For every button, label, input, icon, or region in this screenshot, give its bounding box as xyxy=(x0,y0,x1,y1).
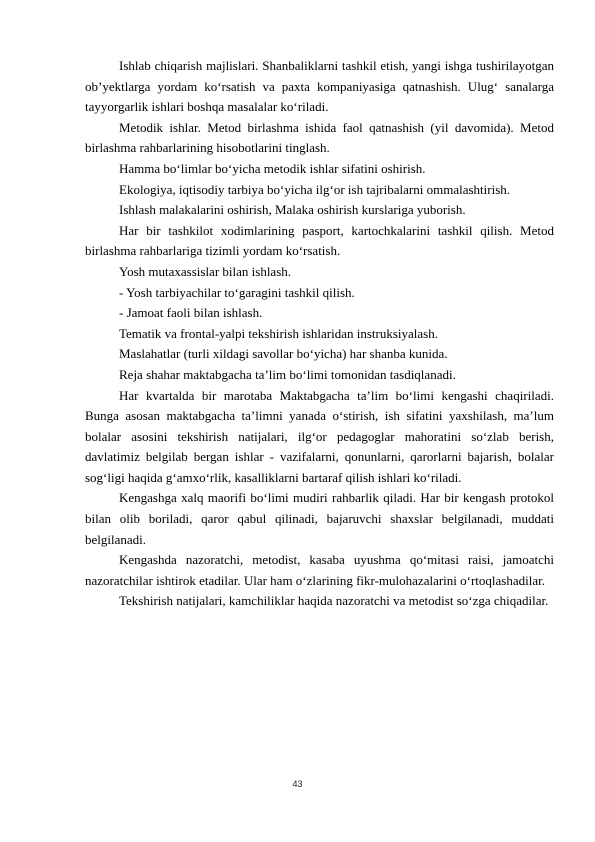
paragraph-public-activists: - Jamoat faoli bilan ishlash. xyxy=(119,305,263,321)
paragraph-production-meetings: Ishlab chiqarish majlislari. Shanbaliklarni tashkil etish, yangi ishga tushirilayotgan ob’yektlarga yordam ko‘rsatish va paxta kompaniyasiga qatnashish. Ulug‘ sanalarga tayyorgarlik ishlari boshqa masalalar ko‘riladi. xyxy=(85,58,554,115)
paragraph-young-educators-circle: - Yosh tarbiyachilar to‘garagini tashkil qilish. xyxy=(119,284,355,300)
paragraph-plan-approval: Reja shahar maktabgacha ta’lim bo‘limi tomonidan tasdiqlanadi. xyxy=(119,366,456,382)
paragraph-staff-passport: Har bir tashkilot xodimlarining pasport, kartochkalarini tashkil qilish. Metod birlashma rahbarlariga tizimli yordam ko‘rsatish. xyxy=(85,222,554,259)
paragraph-quarterly-council: Har kvartalda bir marotaba Maktabgacha ta’lim bo‘limi kengashi chaqiriladi. Bunga asosan maktabgacha ta’limni yanada o‘stirish, ish sifatini yaxshilash, ma’lum bolalar asosini tekshirish natijalari, ilg‘or pedagoglar mahoratini so‘zlab berish, davlatimiz belgilab bergan ishlar - vazifalarni, qonunlarni, qarorlarni bajarish, bolalar sog‘ligi haqida g‘amxo‘rlik, kasalliklarni bartaraf qilish ishlari ko‘riladi. xyxy=(85,387,554,485)
paragraph-methodical-work: Metodik ishlar. Metod birlashma ishida faol qatnashish (yil davomida). Metod birlashma rahbarlarining hisobotlarini tinglash. xyxy=(85,119,554,156)
paragraph-inspection-results: Tekshirish natijalari, kamchiliklar haqida nazoratchi va metodist so‘zga chiqadilar. xyxy=(119,593,549,609)
paragraph-methodical-quality: Hamma bo‘limlar bo‘yicha metodik ishlar sifatini oshirish. xyxy=(119,160,426,176)
paragraph-consultations: Maslahatlar (turli xildagi savollar bo‘yicha) har shanba kunida. xyxy=(119,346,448,362)
document-body xyxy=(85,56,554,612)
paragraph-thematic-inspection: Tematik va frontal-yalpi tekshirish ishlaridan instruksiyalash. xyxy=(119,325,438,341)
paragraph-qualification: Ishlash malakalarini oshirish, Malaka oshirish kurslariga yuborish. xyxy=(119,202,466,218)
paragraph-ecology: Ekologiya, iqtisodiy tarbiya bo‘yicha ilg‘or ish tajribalarni ommalashtirish. xyxy=(119,181,511,197)
page-number: 43 xyxy=(292,779,303,789)
paragraph-young-specialists: Yosh mutaxassislar bilan ishlash. xyxy=(119,263,292,279)
paragraph-council-leadership: Kengashga xalq maorifi bo‘limi mudiri rahbarlik qiladi. Har bir kengash protokol bilan olib boriladi, qaror qabul qilinadi, bajaruvchi shaxslar belgilanadi, muddati belgilanadi. xyxy=(85,490,554,547)
paragraph-council-participants: Kengashda nazoratchi, metodist, kasaba uyushma qo‘mitasi raisi, jamoatchi nazoratchilar ishtirok etadilar. Ular ham o‘zlarining fikr-mulohazalarini o‘rtoqlashadilar. xyxy=(85,552,554,588)
